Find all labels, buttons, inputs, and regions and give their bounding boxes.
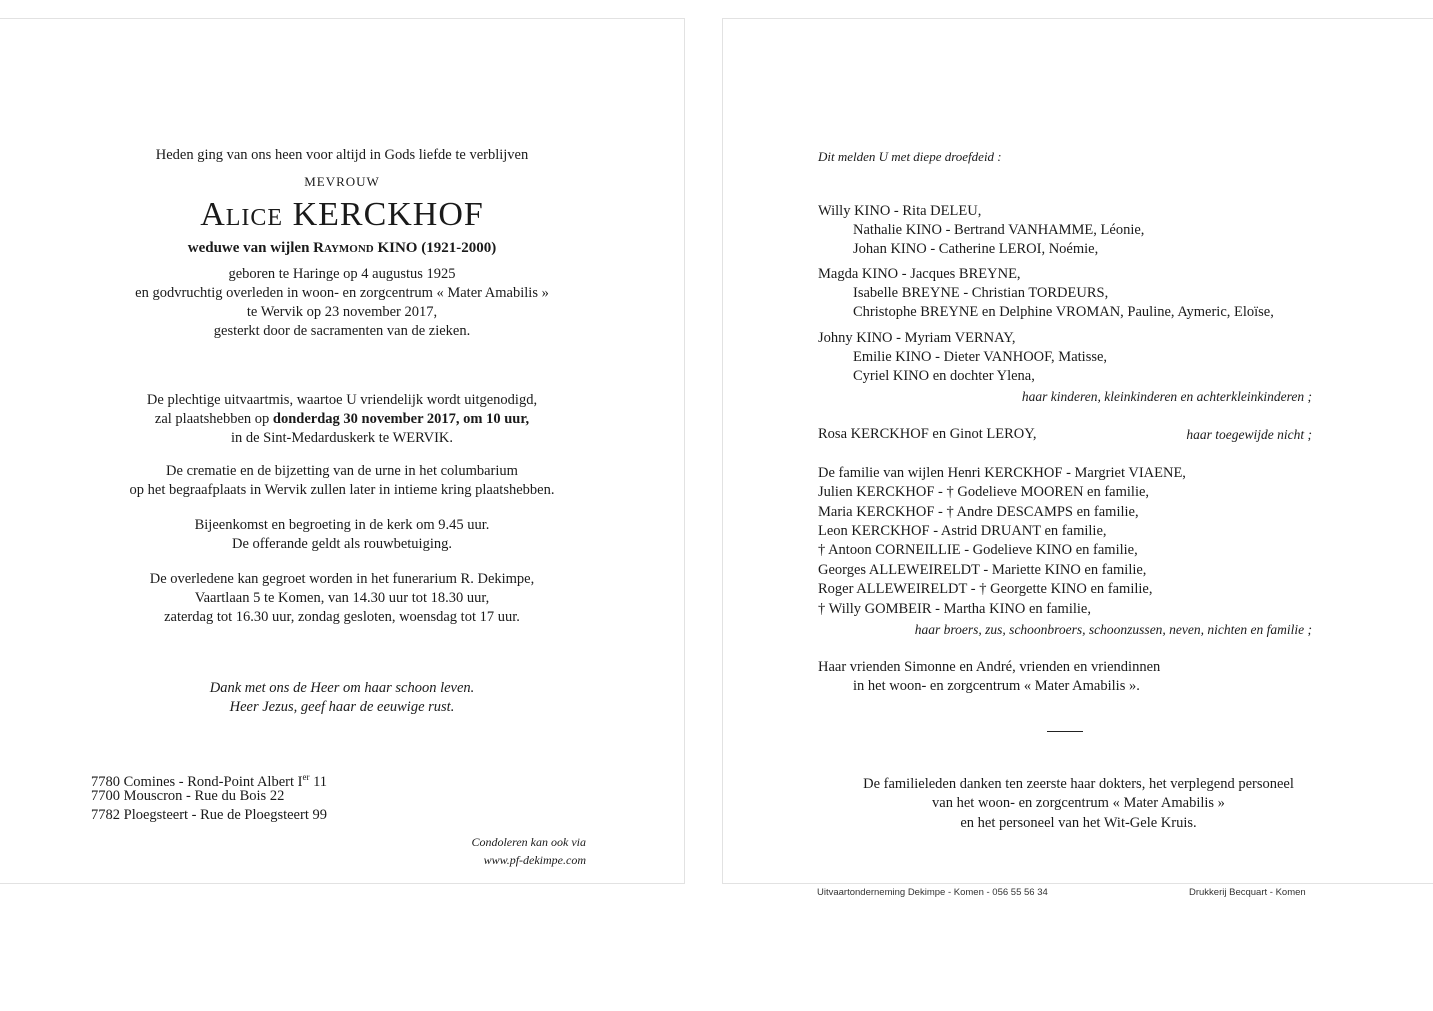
prayer-line-1: Dank met ons de Heer om haar schoon leven. [209,680,475,696]
sibling-line-2: Julien KERCKHOF - † Godelieve MOOREN en familie, [818,484,1150,500]
address-1-sup: er [302,772,310,782]
bio-line-3: te Wervik op 23 november 2017, [246,304,438,320]
sibling-line-5: † Antoon CORNEILLIE - Godelieve KINO en familie, [818,542,1138,558]
bio-line-1: geboren te Haringe op 4 augustus 1925 [228,266,456,282]
children-caption: haar kinderen, kleinkinderen en achterkleinkinderen ; [1021,389,1312,404]
family-3-line-2: Emilie KINO - Dieter VANHOOF, Matisse, [853,349,1108,365]
mass-date: donderdag 30 november 2017, om 10 uur, [272,411,530,427]
niece-names: Rosa KERCKHOF en Ginot LEROY, [818,426,1037,442]
sibling-line-1: De familie van wijlen Henri KERCKHOF - Margriet VIAENE, [818,465,1186,481]
spouse-years: (1921-2000) [421,240,497,256]
deceased-name [0,195,684,235]
mass-line-3: in de Sint-Medarduskerk te WERVIK. [230,430,454,446]
niece-caption: haar toegewijde nicht ; [1186,427,1312,442]
friends-line-2: in het woon- en zorgcentrum « Mater Amabilis ». [853,678,1140,694]
widow-line [0,239,684,258]
visitation-line-3: zaterdag tot 16.30 uur, zondag gesloten, woensdag tot 17 uur. [164,609,520,625]
thanks-line-3: en het personeel van het Wit-Gele Kruis. [960,815,1197,831]
deceased-last-name: KERCKHOF [292,196,484,233]
family-1-line-2: Nathalie KINO - Bertrand VANHAMME, Léonie, [853,222,1145,238]
friends-line-1: Haar vrienden Simonne en André, vrienden en vriendinnen [818,659,1161,675]
address-1-text: 7780 Comines - Rond-Point Albert I [91,773,303,790]
thanks-line-2: van het woon- en zorgcentrum « Mater Amabilis » [932,795,1225,811]
widow-prefix: weduwe van wijlen [187,240,310,256]
sibling-line-6: Georges ALLEWEIRELDT - Mariette KINO en familie, [818,562,1147,578]
announce-text: Dit melden U met diepe droefdeid : [818,149,1002,164]
prayer-line-2: Heer Jezus, geef haar de eeuwige rust. [229,699,455,715]
thanks-line-1: De familieleden danken ten zeerste haar dokters, het verplegend personeel [863,776,1294,792]
family-3-line-3: Cyriel KINO en dochter Ylena, [853,368,1035,384]
family-2-head: Magda KINO - Jacques BREYNE, [818,266,1021,282]
separator-rule [1047,731,1083,732]
address-2: 7700 Mouscron - Rue du Bois 22 [91,788,285,804]
intro-text: Heden ging van ons heen voor altijd in Gods liefde te verblijven [155,147,529,163]
left-page [0,18,685,884]
family-3-head: Johny KINO - Myriam VERNAY, [818,330,1016,346]
mass-line-1: De plechtige uitvaartmis, waartoe U vriendelijk wordt uitgenodigd, [146,392,538,408]
visitation-line-2: Vaartlaan 5 te Komen, van 14.30 uur tot 18.30 uur, [194,590,490,606]
deceased-first-name: Alice [200,196,284,233]
printer-credit: Drukkerij Becquart - Komen [1189,887,1306,898]
family-1-head: Willy KINO - Rita DELEU, [818,203,982,219]
undertaker-credit: Uitvaartonderneming Dekimpe - Komen - 056 55 56 34 [817,887,1048,898]
bio-line-2: en godvruchtig overleden in woon- en zorgcentrum « Mater Amabilis » [135,285,549,301]
cremation-line-1: De crematie en de bijzetting van de urne in het columbarium [166,463,518,479]
address-1-after: 11 [309,773,328,790]
condolence-url[interactable]: www.pf-dekimpe.com [483,853,586,867]
mass-line-2-prefix: zal plaatshebben op [154,411,270,427]
cremation-line-2: op het begraafplaats in Wervik zullen later in intieme kring plaatshebben. [129,482,555,498]
bio-line-4: gesterkt door de sacramenten van de zieken. [213,323,471,339]
condolence-line-1: Condoleren kan ook via [471,835,586,849]
siblings-caption: haar broers, zus, schoonbroers, schoonzussen, neven, nichten en familie ; [914,622,1312,637]
sibling-line-3: Maria KERCKHOF - † Andre DESCAMPS en familie, [818,504,1139,520]
spouse-first-name: Raymond [313,240,374,256]
family-2-line-3: Christophe BREYNE en Delphine VROMAN, Pauline, Aymeric, Eloïse, [853,304,1274,320]
sibling-line-8: † Willy GOMBEIR - Martha KINO en familie, [818,601,1091,617]
mass-line-2 [0,410,684,429]
honorific: MEVROUW [304,174,380,189]
visitation-line-1: De overledene kan gegroet worden in het funerarium R. Dekimpe, [149,571,535,587]
sibling-line-4: Leon KERCKHOF - Astrid DRUANT en familie, [818,523,1107,539]
spouse-last-name: KINO [377,240,418,256]
address-3: 7782 Ploegsteert - Rue de Ploegsteert 99 [91,807,327,823]
sibling-line-7: Roger ALLEWEIRELDT - † Georgette KINO en familie, [818,581,1153,597]
gathering-line-2: De offerande geldt als rouwbetuiging. [232,536,452,552]
family-1-line-3: Johan KINO - Catherine LEROI, Noémie, [853,241,1099,257]
gathering-line-1: Bijeenkomst en begroeting in de kerk om 9.45 uur. [194,517,490,533]
family-2-line-2: Isabelle BREYNE - Christian TORDEURS, [853,285,1109,301]
right-page [722,18,1433,884]
